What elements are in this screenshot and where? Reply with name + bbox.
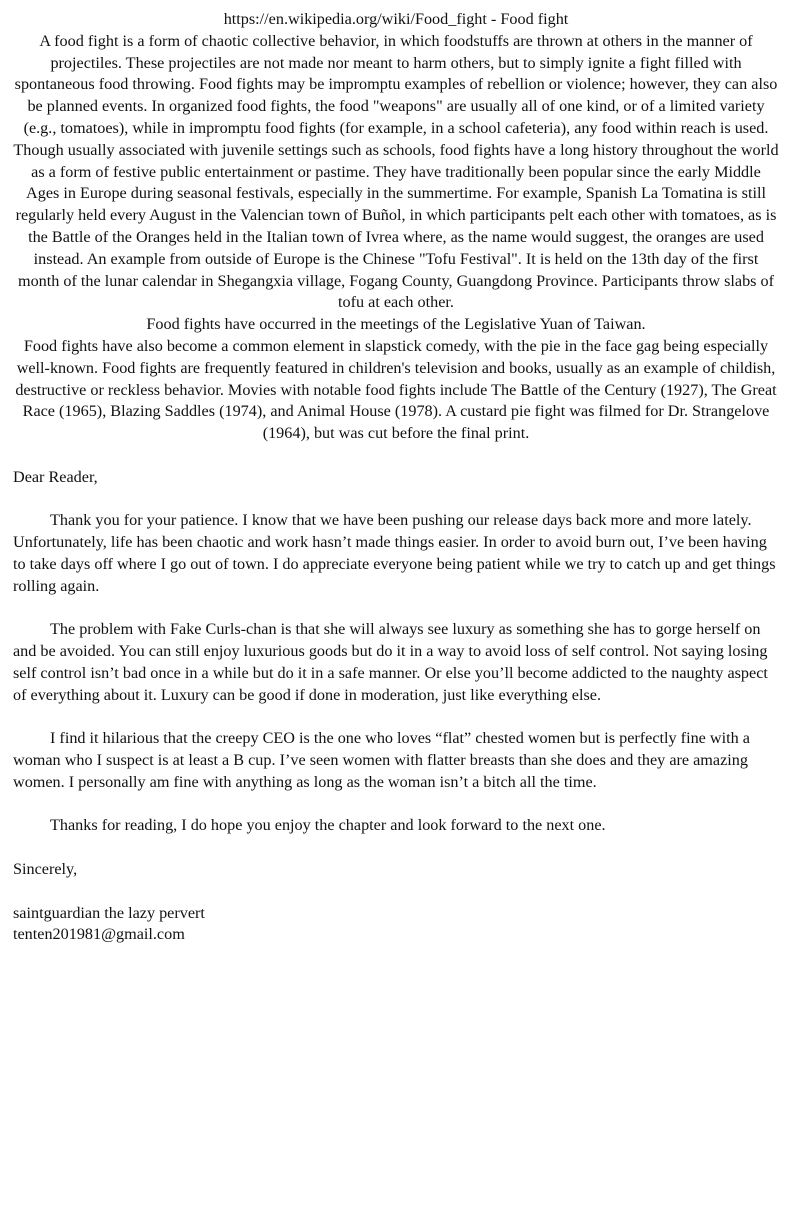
source-line: https://en.wikipedia.org/wiki/Food_fight - Food fight [223,10,569,28]
letter-paragraph-3: I find it hilarious that the creepy CEO is the one who loves “flat” chested women but is perfectly fine with a woman who I suspect is at least a B cup. I’ve seen women with flatter breasts than she does and they are amazing women. I personally am fine with anything as long as the woman isn’t a bitch all the time. [13,729,750,791]
translator-letter [13,467,779,947]
letter-paragraph-1: Thank you for your patience. I know that we have been pushing our release days back more and more lately. Unfortunately, life has been chaotic and work hasn’t made things easier. In order to avoid burn out, I’ve been having to take days off where I go out of town. I do appreciate everyone being patient while we try to catch up and get things rolling again. [13,511,776,595]
signature-name: saintguardian the lazy pervert [13,903,205,922]
wiki-paragraph-4: Food fights have also become a common element in slapstick comedy, with the pie in the face gag being especially well-known. Food fights are frequently featured in children's television and books, usually as an example of childish, destructive or reckless behavior. Movies with notable food fights include The Battle of the Century (1927), The Great Race (1965), Blazing Saddles (1974), and Animal House (1978). A custard pie fight was filmed for Dr. Strangelove (1964), but was cut before the final print. [15,336,777,443]
letter-paragraph-2: The problem with Fake Curls-chan is that she will always see luxury as something she has to gorge herself on and be avoided. You can still enjoy luxurious goods but do it in a way to avoid loss of self control. Not saying losing self control isn’t bad once in a while but do it in a safe manner. Or else you’ll become addicted to the naughty aspect of everything about it. Luxury can be good if done in moderation, just like everything else. [13,620,768,704]
wikipedia-excerpt [13,9,779,445]
wiki-paragraph-3: Food fights have occurred in the meetings of the Legislative Yuan of Taiwan. [146,315,646,334]
letter-greeting: Dear Reader, [13,467,98,486]
wiki-paragraph-2: Though usually associated with juvenile settings such as schools, food fights have a long history throughout the world as a form of festive public entertainment or pastime. They have traditionally been popular since the early Middle Ages in Europe during seasonal festivals, especially in the summertime. For example, Spanish La Tomatina is still regularly held every August in the Valencian town of Buñol, in which participants pelt each other with tomatoes, as is the Battle of the Oranges held in the Italian town of Ivrea where, as the name would suggest, the oranges are used instead. An example from outside of Europe is the Chinese "Tofu Festival". It is held on the 13th day of the first month of the lunar calendar in Shegangxia village, Fogang County, Guangdong Province. Participants throw slabs of tofu at each other. [13,140,779,312]
letter-closing: Sincerely, [13,860,78,879]
letter-paragraph-4: Thanks for reading, I do hope you enjoy the chapter and look forward to the next one. [50,816,606,835]
signature-email: tenten201981@gmail.com [13,925,185,944]
wiki-paragraph-1: A food fight is a form of chaotic collective behavior, in which foodstuffs are thrown at others in the manner of projectiles. These projectiles are not made nor meant to harm others, but to simply ignite a fight filled with spontaneous food throwing. Food fights may be impromptu examples of rebellion or violence; however, they can also be planned events. In organized food fights, the food "weapons" are usually all of one kind, or of a limited variety (e.g., tomatoes), while in impromptu food fights (for example, in a school cafeteria), any food within reach is used. [14,31,778,137]
